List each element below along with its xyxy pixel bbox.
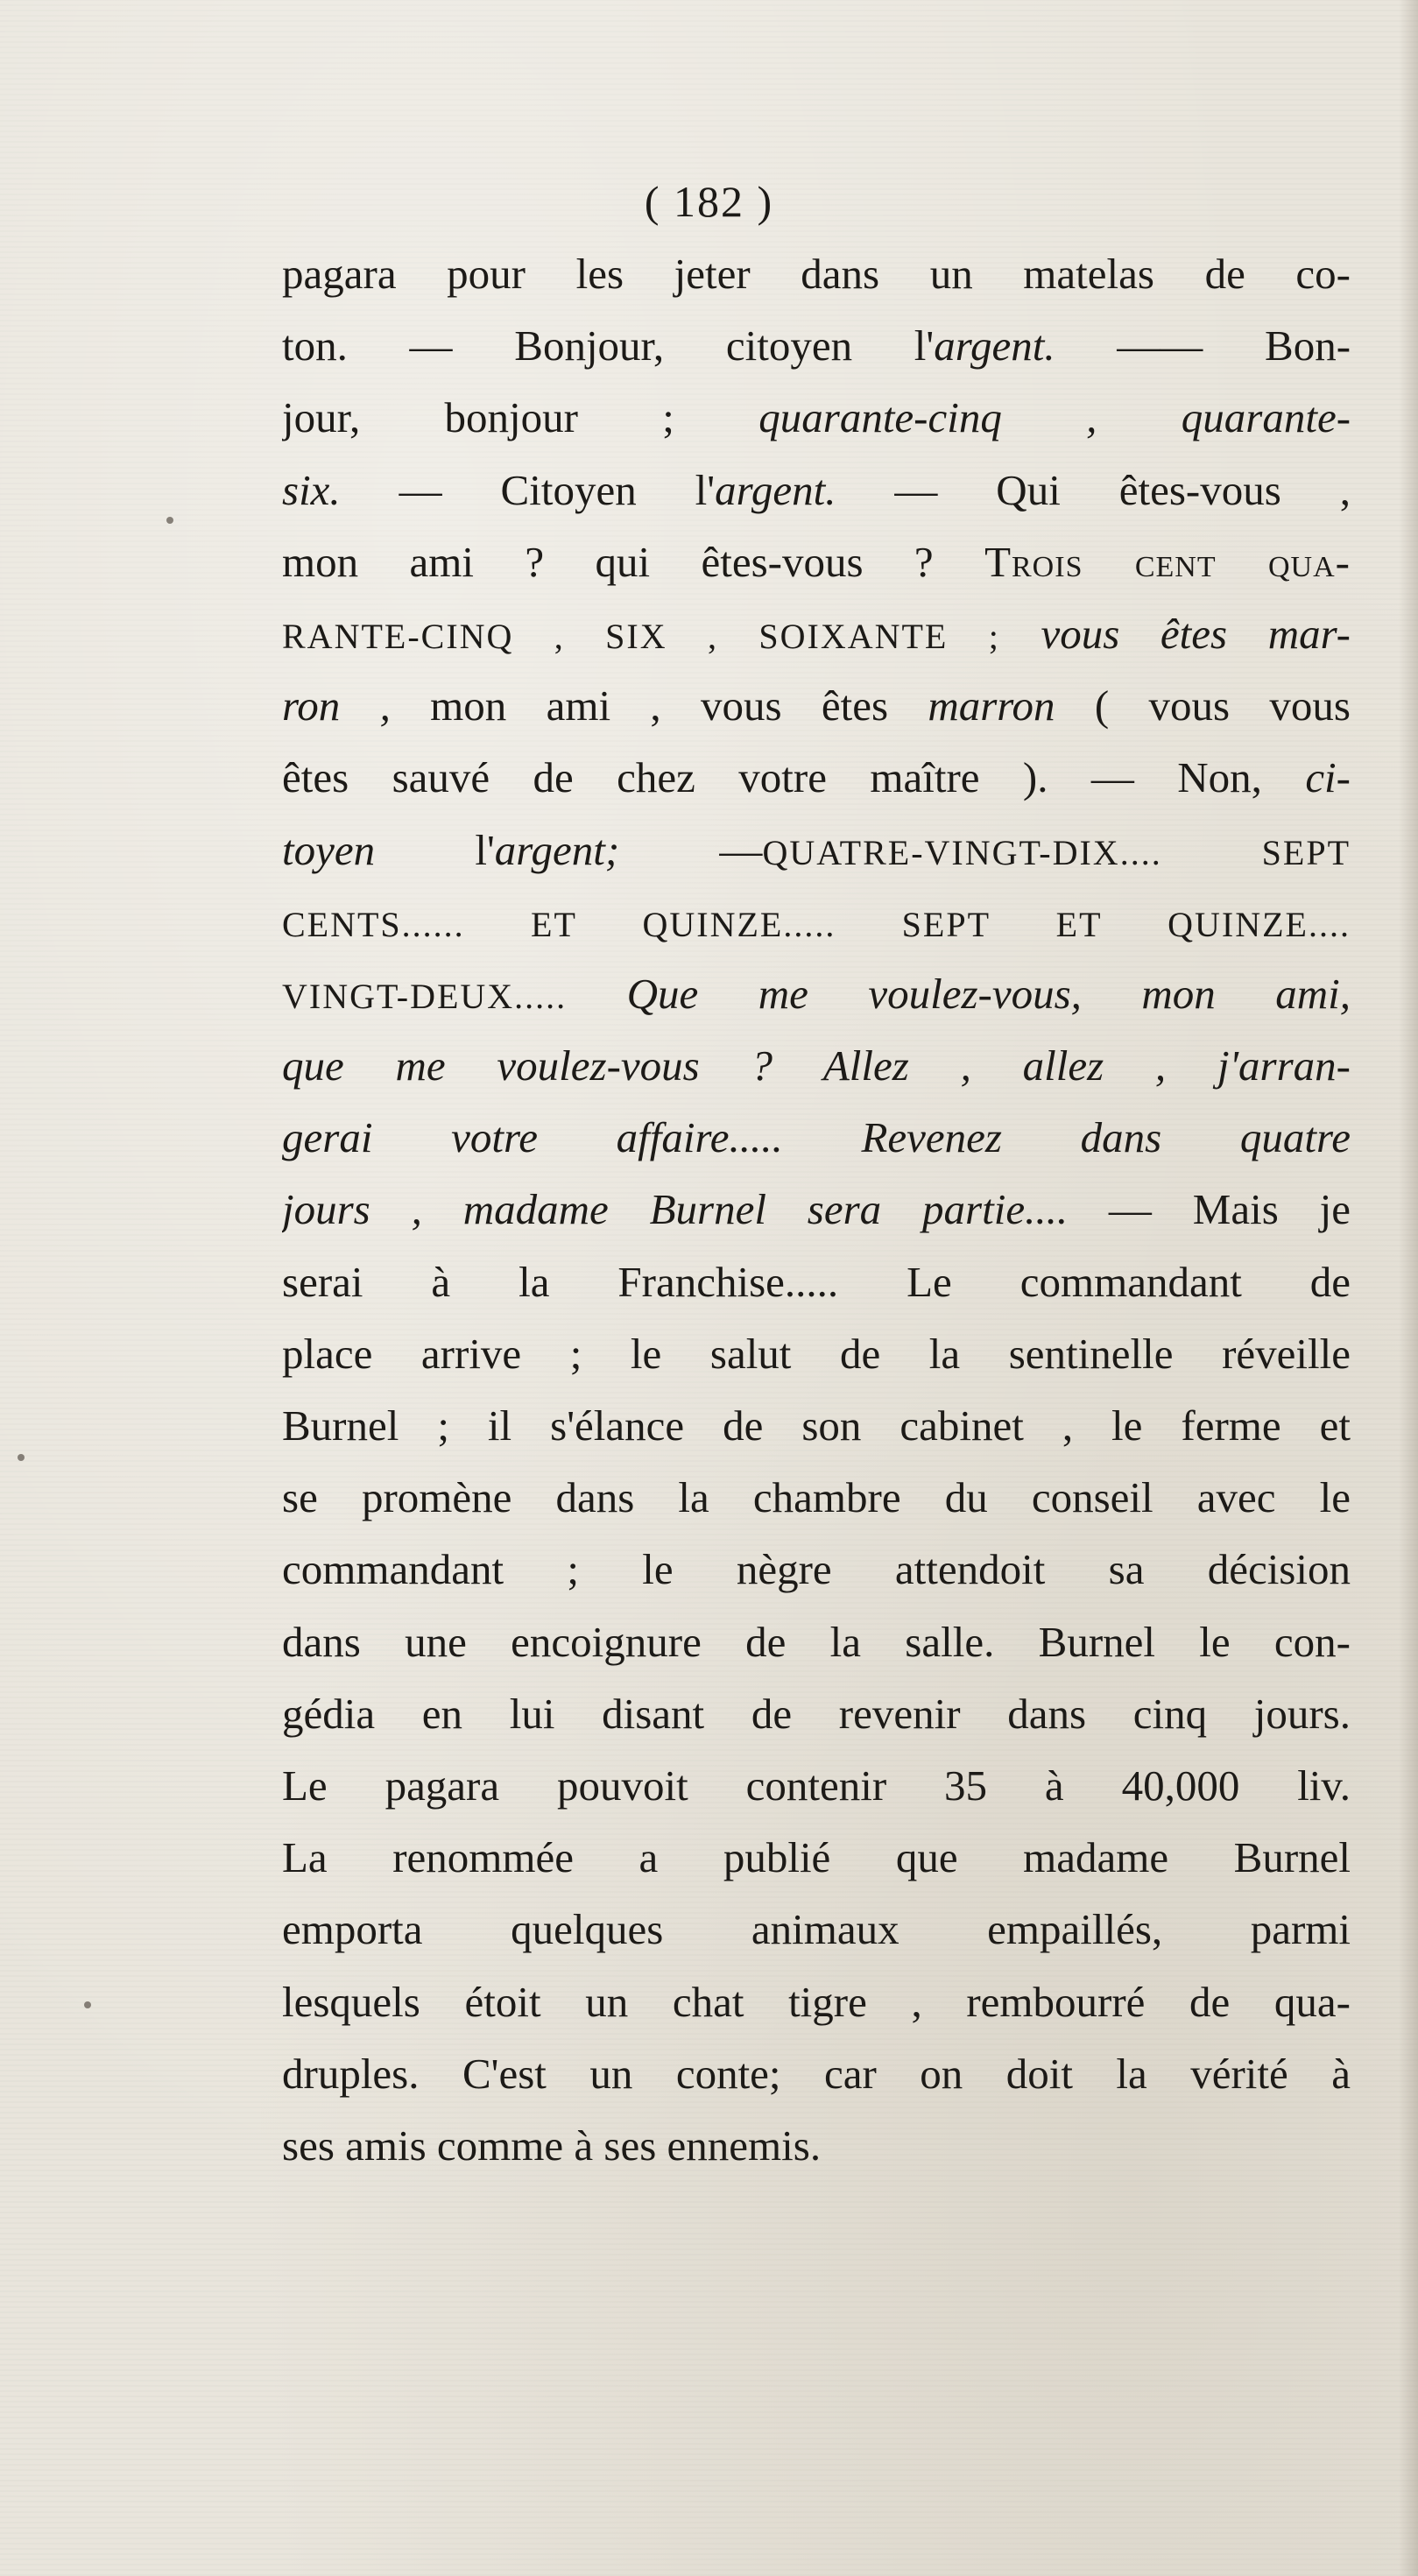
text-segment: La renommée a publié que madame Burnel (282, 1833, 1351, 1882)
text-segment: Trois cent qua- (984, 537, 1351, 586)
text-segment: RANTE-CINQ , SIX , SOIXANTE ; (282, 616, 1000, 656)
text-segment: — Citoyen l' (340, 465, 716, 514)
text-segment (1000, 610, 1041, 658)
text-segment: —— Bon- (1055, 321, 1351, 371)
text-line (282, 1966, 1351, 2038)
text-segment: place arrive ; le salut de la sentinelle réveille (282, 1329, 1351, 1378)
text-segment: marron (928, 681, 1055, 730)
text-segment: lesquels étoit un chat tigre , rembourré de qua- (282, 1977, 1351, 2026)
text-line (282, 238, 1351, 310)
text-segment: jour, bonjour ; (282, 393, 759, 442)
text-segment: QUATRE-VINGT-DIX.... SEPT (762, 832, 1351, 872)
text-line (282, 1606, 1351, 1678)
text-segment: argent; (494, 825, 620, 874)
page-number: ( 182 ) (644, 177, 774, 226)
text-segment: ton. — Bonjour, citoyen l' (282, 321, 935, 371)
page-edge-shadow (1399, 0, 1418, 2576)
text-segment: pagara pour les jeter dans un matelas de co- (282, 250, 1351, 298)
text-segment: ses amis comme à ses ennemis. (282, 2121, 822, 2170)
text-segment: Le pagara pouvoit contenir 35 à 40,000 liv. (282, 1761, 1351, 1810)
ink-speck (166, 517, 173, 524)
text-line (282, 958, 1351, 1030)
text-segment: toyen (282, 825, 376, 874)
text-segment: ( vous vous (1055, 681, 1351, 730)
text-line (282, 598, 1351, 670)
text-segment: CENTS...... ET QUINZE..... SEPT ET QUINZE.... (282, 904, 1351, 944)
text-line (282, 1678, 1351, 1750)
ink-speck (18, 1454, 25, 1461)
text-segment: — Mais je (1068, 1185, 1351, 1234)
body-text (282, 238, 1351, 2182)
text-line (282, 1894, 1351, 1966)
text-line (282, 1030, 1351, 1102)
text-segment (567, 970, 626, 1018)
text-segment: l' (375, 825, 495, 874)
text-line (282, 2110, 1351, 2182)
text-segment: ci- (1305, 753, 1351, 802)
text-line (282, 1750, 1351, 1822)
text-segment: argent. (715, 465, 836, 514)
text-line (282, 455, 1351, 526)
text-segment: quarante-cinq , quarante- (758, 393, 1351, 442)
text-segment: emporta quelques animaux empaillés, parmi (282, 1905, 1351, 1954)
text-segment: mon ami , vous êtes (390, 681, 928, 730)
text-segment: se promène dans la chambre du conseil avec le (282, 1473, 1351, 1522)
text-line (282, 382, 1351, 454)
text-segment: vous êtes mar- (1041, 609, 1351, 658)
text-line (282, 670, 1351, 742)
text-segment: commandant ; le nègre attendoit sa décision (282, 1545, 1351, 1594)
text-line (282, 1174, 1351, 1246)
text-line (282, 1246, 1351, 1318)
text-line (282, 742, 1351, 814)
text-segment: VINGT-DEUX..... (282, 976, 568, 1016)
text-line (282, 886, 1351, 958)
text-line (282, 310, 1351, 382)
text-segment: dans une encoignure de la salle. Burnel le con- (282, 1617, 1351, 1666)
text-segment: serai à la Franchise..... Le commandant de (282, 1257, 1351, 1306)
text-line (282, 526, 1351, 598)
text-line (282, 1102, 1351, 1174)
text-line (282, 1822, 1351, 1894)
text-line (282, 1318, 1351, 1390)
text-segment: ron , (282, 681, 391, 730)
text-segment: — Qui êtes-vous , (836, 465, 1351, 514)
text-line (282, 1462, 1351, 1534)
text-segment: que me voulez-vous ? Allez , allez , j'arran- (282, 1041, 1351, 1090)
text-segment: gerai votre affaire..... Revenez dans quatre (282, 1113, 1351, 1162)
text-segment: gédia en lui disant de revenir dans cinq jours. (282, 1689, 1351, 1738)
text-segment: druples. C'est un conte; car on doit la vérité à (282, 2049, 1351, 2098)
text-line (282, 1534, 1351, 1606)
text-segment: argent. (934, 321, 1055, 371)
ink-speck (84, 2001, 91, 2008)
text-line (282, 815, 1351, 886)
text-line (282, 1390, 1351, 1462)
text-segment: mon ami ? qui êtes-vous ? (282, 537, 985, 586)
text-segment: Burnel ; il s'élance de son cabinet , le ferme et (282, 1401, 1351, 1450)
text-segment: six. (282, 465, 341, 514)
text-line (282, 2038, 1351, 2110)
text-segment: êtes sauvé de chez votre maître ). — Non, (282, 753, 1306, 802)
text-segment: jours , madame Burnel sera partie.... (282, 1185, 1069, 1234)
text-segment: — (619, 825, 763, 874)
text-segment: Que me voulez-vous, mon ami, (626, 969, 1351, 1018)
